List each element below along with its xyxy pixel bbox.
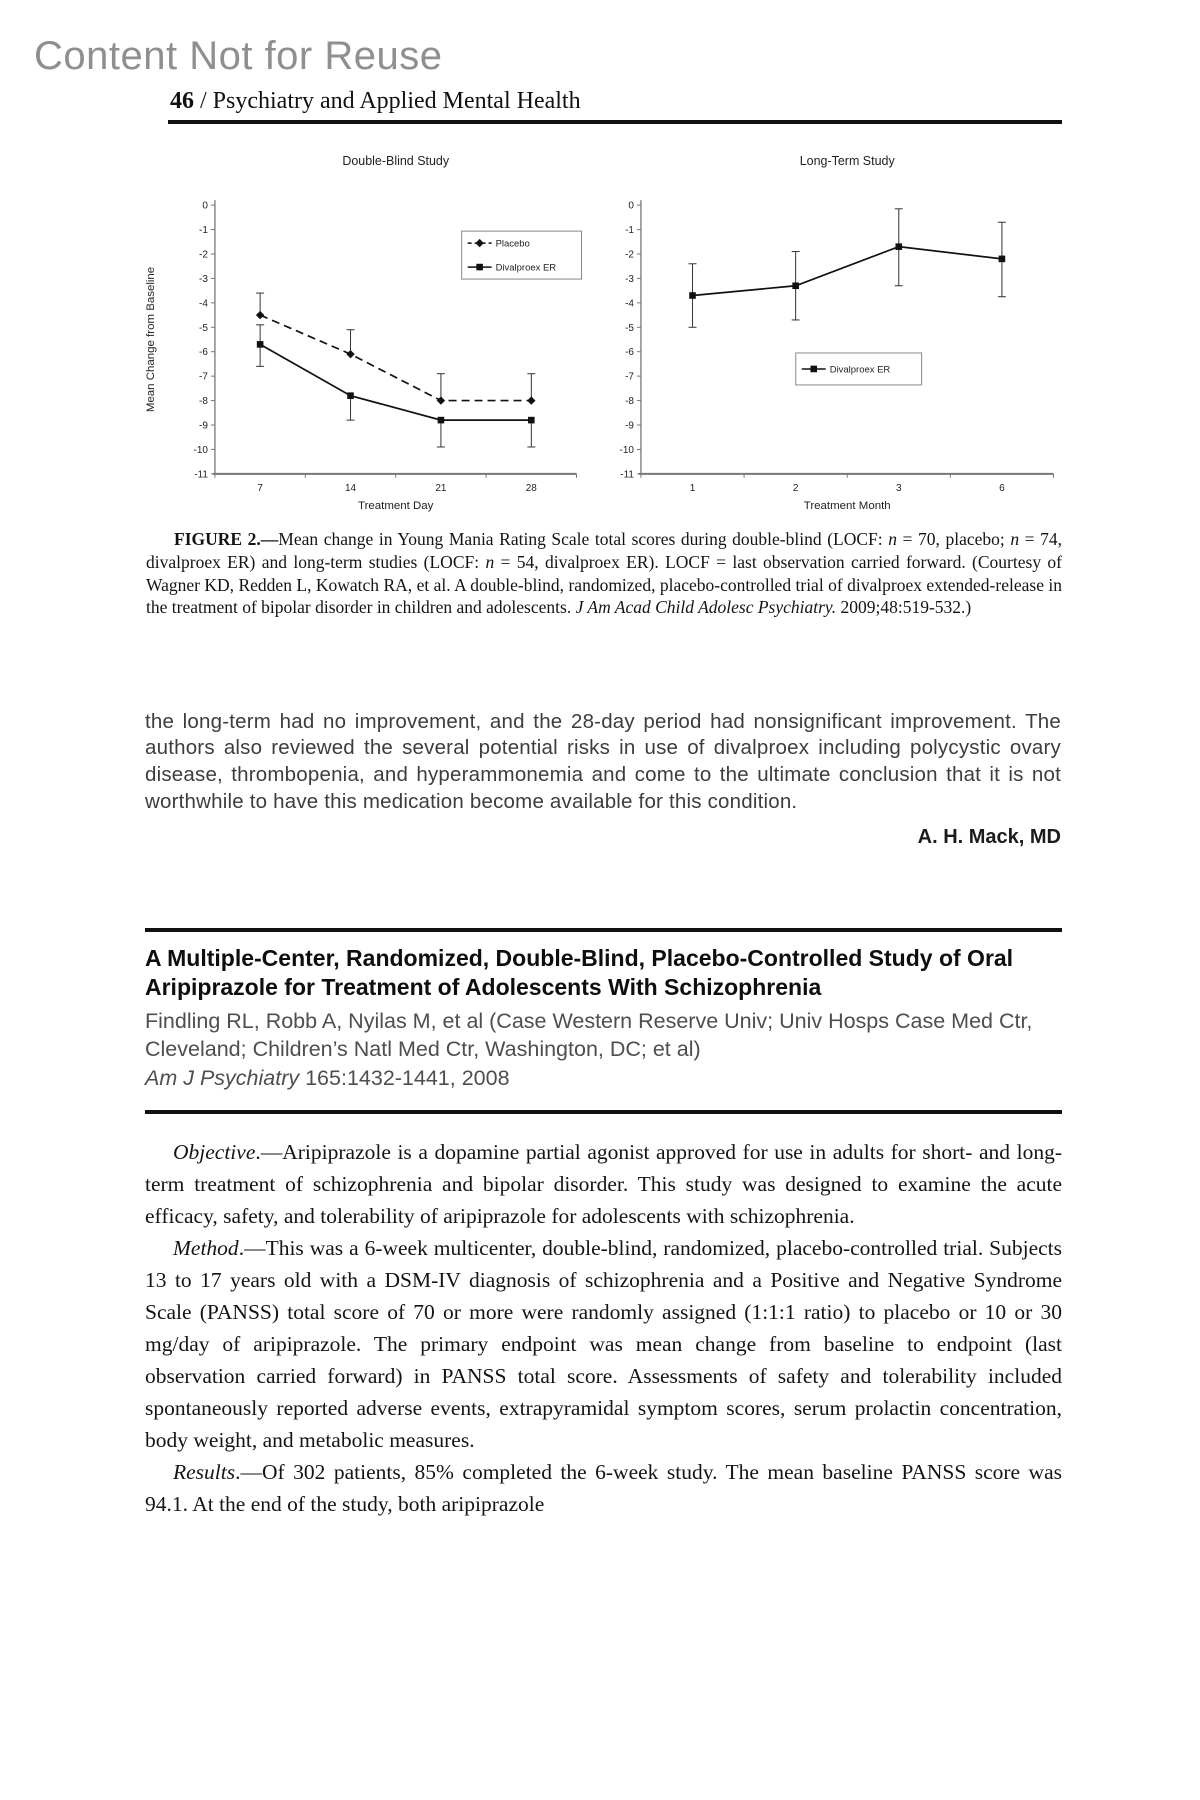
method-paragraph: Method.—This was a 6-week multicenter, double-blind, randomized, placebo-controlled trial. Subjects 13 to 17 years old with a DSM-IV diagnosis of schizophrenia and a Positive and Negative Syndrome Scale (PANSS) total score of 70 or more were randomly assigned (1:1:1 ratio) to placebo or 10 or 30 mg/day of aripiprazole. The primary endpoint was mean change from baseline to endpoint (last observation carried forward) in PANSS total score. Assessments of safety and tolerability included spontaneously reported adverse events, extrapyramidal symptom scores, serum prolactin concentration, body weight, and metabolic measures. [145, 1236, 1062, 1453]
svg-text:-7: -7 [624, 371, 634, 383]
objective-paragraph: Objective.—Aripiprazole is a dopamine partial agonist approved for use in adults for short- and long-term treatment of schizophrenia and bipolar disorder. This study was designed to examine the acute efficacy, safety, and tolerability of aripiprazole for adolescents with schizophrenia. [145, 1140, 1062, 1229]
figure-2 [140, 147, 1062, 519]
svg-text:-1: -1 [624, 225, 634, 237]
svg-text:-11: -11 [194, 469, 208, 481]
section-title: Psychiatry and Applied Mental Health [212, 88, 581, 114]
running-head-separator: / [194, 88, 213, 114]
svg-text:-2: -2 [199, 249, 208, 261]
commentary-signature: A. H. Mack, MD [917, 826, 1061, 848]
svg-text:-1: -1 [199, 225, 208, 237]
svg-text:-7: -7 [199, 371, 208, 383]
svg-text:Divalproex ER: Divalproex ER [829, 364, 890, 376]
svg-text:-3: -3 [624, 273, 634, 285]
svg-text:-8: -8 [624, 396, 634, 408]
abstract-section [145, 1136, 1062, 1520]
citation-details: 165:1432-1441, 2008 [299, 1065, 510, 1090]
svg-text:0: 0 [202, 200, 208, 212]
svg-text:-11: -11 [619, 469, 634, 481]
svg-text:14: 14 [344, 482, 357, 494]
svg-text:-5: -5 [199, 322, 208, 334]
svg-text:-9: -9 [199, 420, 208, 432]
long-term-study-chart [591, 147, 1062, 519]
page-number: 46 [170, 88, 194, 114]
svg-text:28: 28 [525, 482, 537, 494]
svg-text:6: 6 [998, 482, 1005, 494]
figure-caption: FIGURE 2.—Mean change in Young Mania Rating Scale total scores during double-blind (LOCF: n = 70, placebo; n = 74, divalproex ER) and long-term studies (LOCF: n = 54, divalproex ER). LOCF = last observation carried forward. (Courtesy of Wagner KD, Redden L, Kowatch RA, et al. A double-blind, randomized, placebo-controlled trial of divalproex extended-release in the treatment of bipolar disorder in children and adolescents. J Am Acad Child Adolesc Psychiatry. 2009;48:519-532.) [146, 529, 1062, 618]
article-header [145, 944, 1062, 1091]
svg-text:7: 7 [257, 482, 263, 494]
svg-text:Double-Blind Study: Double-Blind Study [342, 154, 450, 169]
svg-text:-2: -2 [624, 249, 634, 261]
svg-text:Mean Change from Baseline: Mean Change from Baseline [144, 266, 157, 413]
header-rule [168, 120, 1062, 124]
svg-text:-5: -5 [624, 322, 634, 334]
double-blind-study-chart [140, 147, 585, 519]
svg-text:-10: -10 [193, 444, 208, 456]
svg-text:2: 2 [792, 482, 798, 494]
journal-name: Am J Psychiatry [145, 1065, 300, 1090]
article-citation [145, 1066, 1062, 1091]
commentary-paragraph: the long-term had no improvement, and the 28-day period had nonsignificant improvement. The authors also reviewed the several potential risks in use of divalproex including polycystic ovary disease, thrombopenia, and hyperammonemia and come to the ultimate conclusion that it is not worthwhile to have this medication become available for this condition. [145, 709, 1061, 814]
running-head [170, 88, 581, 115]
svg-text:Treatment Day: Treatment Day [358, 499, 434, 512]
svg-text:3: 3 [895, 482, 902, 494]
svg-text:1: 1 [689, 482, 695, 494]
article-bottom-rule [145, 1110, 1062, 1114]
svg-text:-6: -6 [199, 347, 208, 359]
article-title: A Multiple-Center, Randomized, Double-Blind, Placebo-Controlled Study of Oral Aripiprazole for Treatment of Adolescents With Schizophrenia [145, 945, 1014, 1001]
article-top-rule [145, 928, 1062, 932]
svg-text:Treatment Month: Treatment Month [803, 499, 891, 512]
svg-text:-8: -8 [199, 396, 208, 408]
svg-text:-4: -4 [624, 298, 634, 310]
article-authors: Findling RL, Robb A, Nyilas M, et al (Case Western Reserve Univ; Univ Hosps Case Med Ctr, Cleveland; Children’s Natl Med Ctr, Washington, DC; et al) [145, 1008, 1033, 1061]
svg-text:-3: -3 [199, 273, 208, 285]
svg-text:Long-Term Study: Long-Term Study [799, 154, 895, 169]
svg-text:-9: -9 [624, 420, 634, 432]
svg-text:21: 21 [435, 482, 447, 494]
svg-text:Placebo: Placebo [495, 238, 530, 250]
watermark-text: Content Not for Reuse [34, 34, 443, 78]
svg-text:-4: -4 [199, 298, 208, 310]
svg-text:0: 0 [627, 200, 634, 212]
results-paragraph: Results.—Of 302 patients, 85% completed the 6-week study. The mean baseline PANSS score was 94.1. At the end of the study, both aripiprazole [145, 1460, 1062, 1517]
svg-text:Divalproex ER: Divalproex ER [495, 262, 557, 274]
svg-text:-10: -10 [619, 444, 634, 456]
svg-text:-6: -6 [624, 347, 634, 359]
